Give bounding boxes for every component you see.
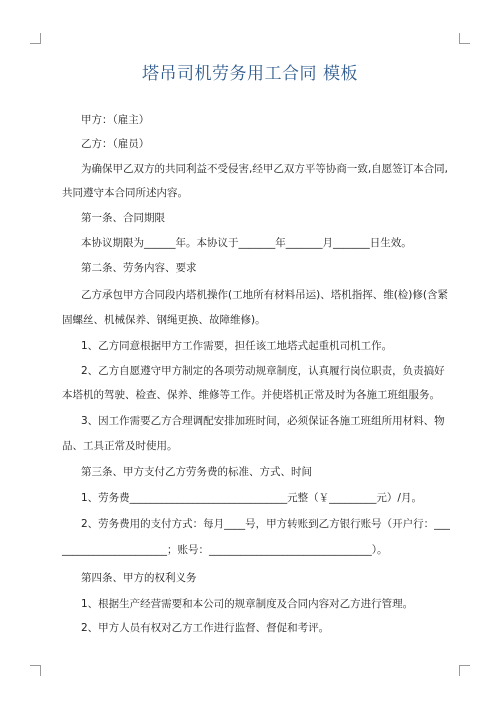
body-paragraph: 3、因工作需要乙方合理调配安排加班时间，必须保证各施工班组所用材料、物	[81, 415, 445, 427]
page-corner-mark	[30, 33, 41, 44]
body-paragraph: 为确保甲乙双方的共同利益不受侵害,经甲乙双方平等协商一致,自愿签订本合同,	[81, 163, 449, 175]
article-heading: 第四条、甲方的权利义务	[81, 572, 197, 584]
body-paragraph: 乙方承包甲方合同段内塔机操作(工地所有材料吊运)、塔机指挥、维(检)修(含紧	[81, 289, 448, 301]
body-paragraph: 1、根据生产经营需要和本公司的规章制度及合同内容对乙方进行管理。	[81, 598, 414, 610]
body-paragraph: 共同遵守本合同所述内容。	[62, 187, 188, 199]
page-corner-mark	[459, 33, 470, 44]
body-paragraph: 固螺丝、机械保养、钢绳更换、故障维修)。	[62, 314, 266, 326]
body-paragraph: 2、乙方自愿遵守甲方制定的各项劳动规章制度，认真履行岗位职责，负责搞好	[81, 365, 445, 377]
body-paragraph: 品、工具正常及时使用。	[62, 440, 178, 452]
page-corner-mark	[459, 665, 470, 676]
party-b-line: 乙方：（雇员）	[81, 138, 150, 150]
body-paragraph: 1、劳务费______________________________元整（￥_________元）/月。	[81, 492, 422, 504]
document-title: 塔吊司机劳务用工合同 模板	[142, 64, 358, 84]
article-heading: 第二条、劳务内容、要求	[81, 262, 197, 274]
body-paragraph: 本塔机的驾驶、检查、保养、维修等工作。并使塔机正常及时为各施工班组服务。	[62, 389, 440, 401]
page-corner-mark	[30, 665, 41, 676]
party-a-line: 甲方：（雇主）	[81, 114, 150, 126]
article-heading: 第三条、甲方支付乙方劳务费的标准、方式、时间	[81, 466, 312, 478]
body-paragraph: 2、劳务费用的支付方式：每月____号，甲方转账到乙方银行账号（开户行：___	[81, 518, 450, 530]
body-paragraph: 本协议期限为______年。本协议于_______年_______月_______日生效。	[81, 237, 412, 249]
body-paragraph: 1、乙方同意根据甲方工作需要，担任该工地塔式起重机司机工作。	[81, 340, 393, 352]
body-paragraph: 2、甲方人员有权对乙方工作进行监督、督促和考评。	[81, 622, 330, 634]
body-paragraph: ____________________；账号：_______________________________）。	[62, 544, 388, 556]
article-heading: 第一条、合同期限	[81, 212, 165, 224]
